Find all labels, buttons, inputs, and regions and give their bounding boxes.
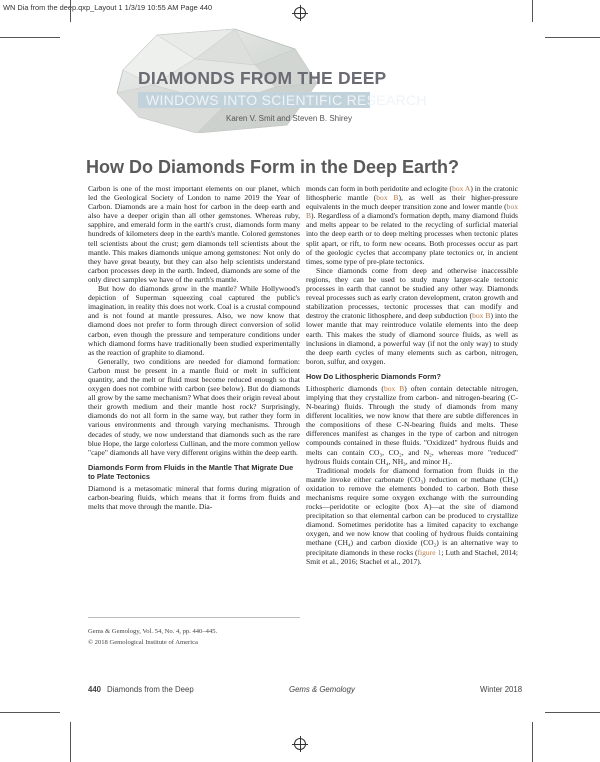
paragraph: Diamond is a metasomatic mineral that forms during migration of carbon-bearing fluids, which means that it forms from fluids and melts that move through the mantle. Dia- bbox=[88, 483, 300, 511]
paragraph: Carbon is one of the most important elements on our planet, which led the Geological Society of London to name 2019 the Year of Carbon. Diamonds are a main host for carbon in the deep earth and also have a deeper origin than all other gemstones. Whereas ruby, sapphire, and emerald form in the earth's crust, diamonds form many hundreds of kilometers deep in the earth's mantle. Colored gemstones tell scientists about the crust; gem diamonds tell scientists about the mantle. This makes diamonds unique among gemstones: Not only do they have great beauty, but they can also help scientists understand carbon processes deep in the earth. Indeed, diamonds are some of the only direct samples we have of the earth's mantle. bbox=[88, 184, 300, 284]
section-heading: Diamonds Form from Fluids in the Mantle That Migrate Due to Plate Tectonics bbox=[88, 462, 294, 481]
paragraph: Traditional models for diamond formation from fluids in the mantle invoke either carbonate (CO₃) reduction or methane (CH₄) oxidation to remove the elements bonded to carbon. Both these mechanisms require some oxygen exchange with the surrounding rocks—peridotite or eclogite (box A)—at the site of diamond precipitation so that elemental carbon can be produced to crystallize diamond. Sometimes peridotite has a limited capacity to exchange oxygen, and we now know that cooling of hydrous fluids containing methane (CH₄) and carbon dioxide (CO₂) is an alternative way to precipitate diamonds in these rocks (figure 1; Luth and Stachel, 2014; Smit et al., 2016; Stachel et al., 2017). bbox=[306, 465, 518, 566]
series-title: DIAMONDS FROM THE DEEP bbox=[138, 68, 387, 88]
box-b-link[interactable]: box B bbox=[376, 193, 399, 203]
footer-section: Diamonds from the Deep bbox=[107, 685, 194, 694]
figure-1-link[interactable]: figure 1 bbox=[417, 547, 442, 557]
crop-mark bbox=[0, 37, 60, 38]
box-b-link[interactable]: box B bbox=[306, 202, 518, 221]
series-subtitle: WINDOWS INTO SCIENTIFIC RESEARCH bbox=[146, 92, 427, 108]
citation-line: Gems & Gemology, Vol. 54, No. 4, pp. 440–445. bbox=[88, 628, 218, 635]
crop-mark bbox=[70, 0, 71, 22]
citation-box bbox=[88, 617, 300, 648]
article-title: How Do Diamonds Form in the Deep Earth? bbox=[86, 157, 460, 177]
footer-journal: Gems & Gemology bbox=[289, 685, 355, 694]
left-column bbox=[88, 184, 300, 511]
registration-mark-icon bbox=[294, 738, 306, 750]
print-slug: WN Dia from the deep.qxp_Layout 1 1/3/19 10:55 AM Page 440 bbox=[3, 3, 213, 12]
right-column bbox=[306, 184, 518, 566]
box-b-link[interactable]: box B bbox=[472, 311, 491, 321]
registration-mark-icon bbox=[294, 7, 306, 19]
footer-left bbox=[88, 685, 194, 694]
authors-line: Karen V. Smit and Steven B. Shirey bbox=[226, 114, 352, 123]
paragraph: Lithospheric diamonds (box B) often contain detectable nitrogen, implying that they crystallize from carbon- and nitrogen-bearing (C-N-bearing) fluids. Through the study of diamonds from many different localities, we now know that there are subtle differences in the compositions of these C-N-bearing fluids and melts. These differences manifest as changes in the type of carbon and nitrogen compounds contained in these fluids. "Oxidized" hydrous fluids and melts can contain CO₃, CO₂, and N₂, whereas more "reduced" hydrous fluids contain CH₄, NH₃, and minor H₂. bbox=[306, 383, 519, 466]
box-a-link[interactable]: box A bbox=[452, 184, 471, 193]
copyright-line: © 2018 Gemological Institute of America bbox=[88, 639, 198, 646]
crop-mark bbox=[545, 37, 600, 38]
paragraph: Since diamonds come from deep and otherwise inaccessible regions, they can be used to study many larger-scale tectonic processes in earth that cannot be studied any other way. Diamonds reveal processes such as early craton development, craton growth and stabilization processes, tectonic processes that can modify and destroy the cratonic lithosphere, and deep subduction (box B) into the lower mantle that may reintroduce volatile elements into the deep earth. This makes the study of diamond source fluids, as well as inclusions in diamond, a powerful way (if not the only way) to study the deep earth cycles of many elements such as carbon, nitrogen, boron, sulfur, and oxygen. bbox=[306, 265, 519, 366]
page-number: 440 bbox=[88, 685, 102, 694]
paragraph: monds can form in both peridotite and eclogite (box A) in the cratonic lithospheric mantle (box B), as well as their higher-pressure equivalents in the much deeper transition zone and lower mantle (box B). Regardless of a diamond's formation depth, many diamond fluids and melts appear to be related to the recycling of surficial material into the deep earth or to deep melting processes when tectonic plates split apart, or rift, to form new oceans. Both processes occur as part of the geologic cycles that accompany plate tectonics or, in ancient times, some type of pre-plate tectonics. bbox=[306, 184, 518, 266]
crop-mark bbox=[532, 0, 533, 22]
box-b-link[interactable]: box B bbox=[383, 383, 405, 393]
paragraph: But how do diamonds grow in the mantle? While Hollywood's depiction of Superman squeezing coal captured the public's imagination, in reality this does not work. Coal is a crustal compound and is not found at mantle pressures. Also, we now know that diamond does not prefer to form through direct conversion of solid carbon, even though the pressure and temperature conditions under which diamond forms have traditionally been studied experimentally as the reaction of graphite to diamond. bbox=[88, 284, 300, 357]
paragraph: Generally, two conditions are needed for diamond formation: Carbon must be present in a mantle fluid or melt in sufficient quantity, and the melt or fluid must become reduced enough so that oxygen does not combine with carbon (see below). But do diamonds all grow by the same mechanism? What does their origin reveal about their growth medium and their mantle host rock? Surprisingly, diamonds do not all form in the same way, but rather they form in various environments and through varying mechanisms. Through decades of study, we now understand that diamonds such as the rare blue Hope, the large colorless Cullinan, and the more common yellow "cape" diamonds all have very different origins within the deep earth. bbox=[88, 356, 300, 457]
crop-mark bbox=[0, 712, 60, 713]
footer-issue: Winter 2018 bbox=[480, 685, 523, 694]
crop-mark bbox=[532, 722, 533, 762]
crop-mark bbox=[70, 722, 71, 762]
section-heading: How Do Lithospheric Diamonds Form? bbox=[306, 371, 441, 381]
crop-mark bbox=[545, 712, 600, 713]
